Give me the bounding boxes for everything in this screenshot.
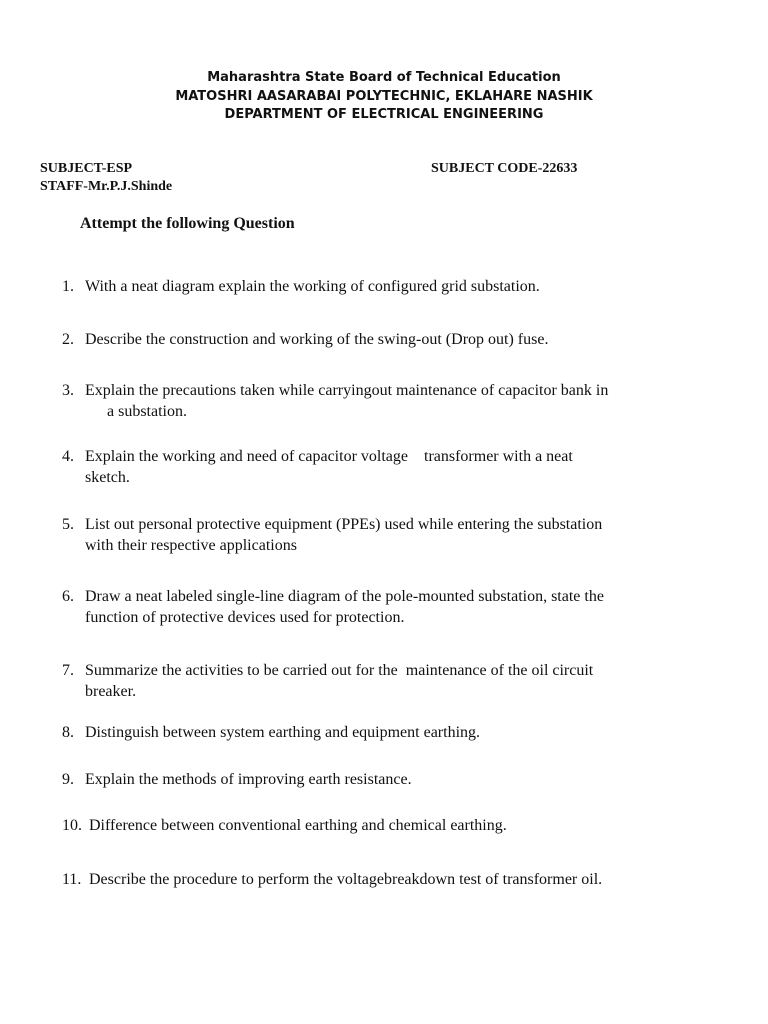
- question-number: 7.: [62, 662, 74, 679]
- question-number: 8.: [62, 724, 74, 741]
- board-heading: Maharashtra State Board of Technical Education: [207, 70, 561, 85]
- question-number: 5.: [62, 516, 74, 533]
- question-text-continuation: with their respective applications: [85, 537, 297, 554]
- question-text: List out personal protective equipment (PPEs) used while entering the substation: [85, 516, 603, 533]
- question-item: [62, 769, 682, 790]
- question-text: Describe the construction and working of the swing-out (Drop out) fuse.: [85, 331, 549, 348]
- question-text-continuation: function of protective devices used for protection.: [85, 609, 405, 626]
- question-text: Explain the methods of improving earth resistance.: [85, 771, 412, 788]
- question-number: 9.: [62, 771, 74, 788]
- question-text-continuation: sketch.: [85, 469, 130, 486]
- question-text: Summarize the activities to be carried out for the maintenance of the oil circuit: [85, 662, 594, 679]
- question-text-continuation: breaker.: [85, 683, 137, 700]
- department-heading: DEPARTMENT OF ELECTRICAL ENGINEERING: [224, 107, 544, 122]
- question-item: [62, 815, 682, 836]
- question-text: Explain the precautions taken while carryingout maintenance of capacitor bank in: [85, 382, 609, 399]
- question-item: [62, 276, 682, 297]
- question-text: Describe the procedure to perform the voltagebreakdown test of transformer oil.: [89, 871, 603, 888]
- question-item: [62, 329, 682, 350]
- question-item: [62, 446, 682, 488]
- question-number: 4.: [62, 448, 74, 465]
- question-text: Distinguish between system earthing and equipment earthing.: [85, 724, 481, 741]
- subject-code-label: SUBJECT CODE-22633: [431, 161, 578, 176]
- staff-label: STAFF-Mr.P.J.Shinde: [40, 179, 173, 194]
- question-number: 1.: [62, 278, 74, 295]
- question-item: [62, 722, 682, 743]
- question-text: Difference between conventional earthing and chemical earthing.: [89, 817, 507, 834]
- question-number: 10.: [62, 817, 82, 834]
- question-item: [62, 514, 682, 556]
- question-text: With a neat diagram explain the working of configured grid substation.: [85, 278, 540, 295]
- question-number: 11.: [62, 871, 82, 888]
- question-item: [62, 869, 682, 890]
- institute-heading: MATOSHRI AASARABAI POLYTECHNIC, EKLAHARE NASHIK: [175, 89, 593, 104]
- question-text-continuation: a substation.: [107, 403, 187, 420]
- question-number: 3.: [62, 382, 74, 399]
- question-item: [62, 586, 682, 628]
- question-item: [62, 660, 682, 702]
- question-item: [62, 380, 682, 422]
- instruction-heading: Attempt the following Question: [80, 215, 295, 232]
- question-text: Explain the working and need of capacitor voltage transformer with a neat: [85, 448, 573, 465]
- question-number: 6.: [62, 588, 74, 605]
- question-text: Draw a neat labeled single-line diagram of the pole-mounted substation, state the: [85, 588, 604, 605]
- subject-label: SUBJECT-ESP: [40, 161, 133, 176]
- question-number: 2.: [62, 331, 74, 348]
